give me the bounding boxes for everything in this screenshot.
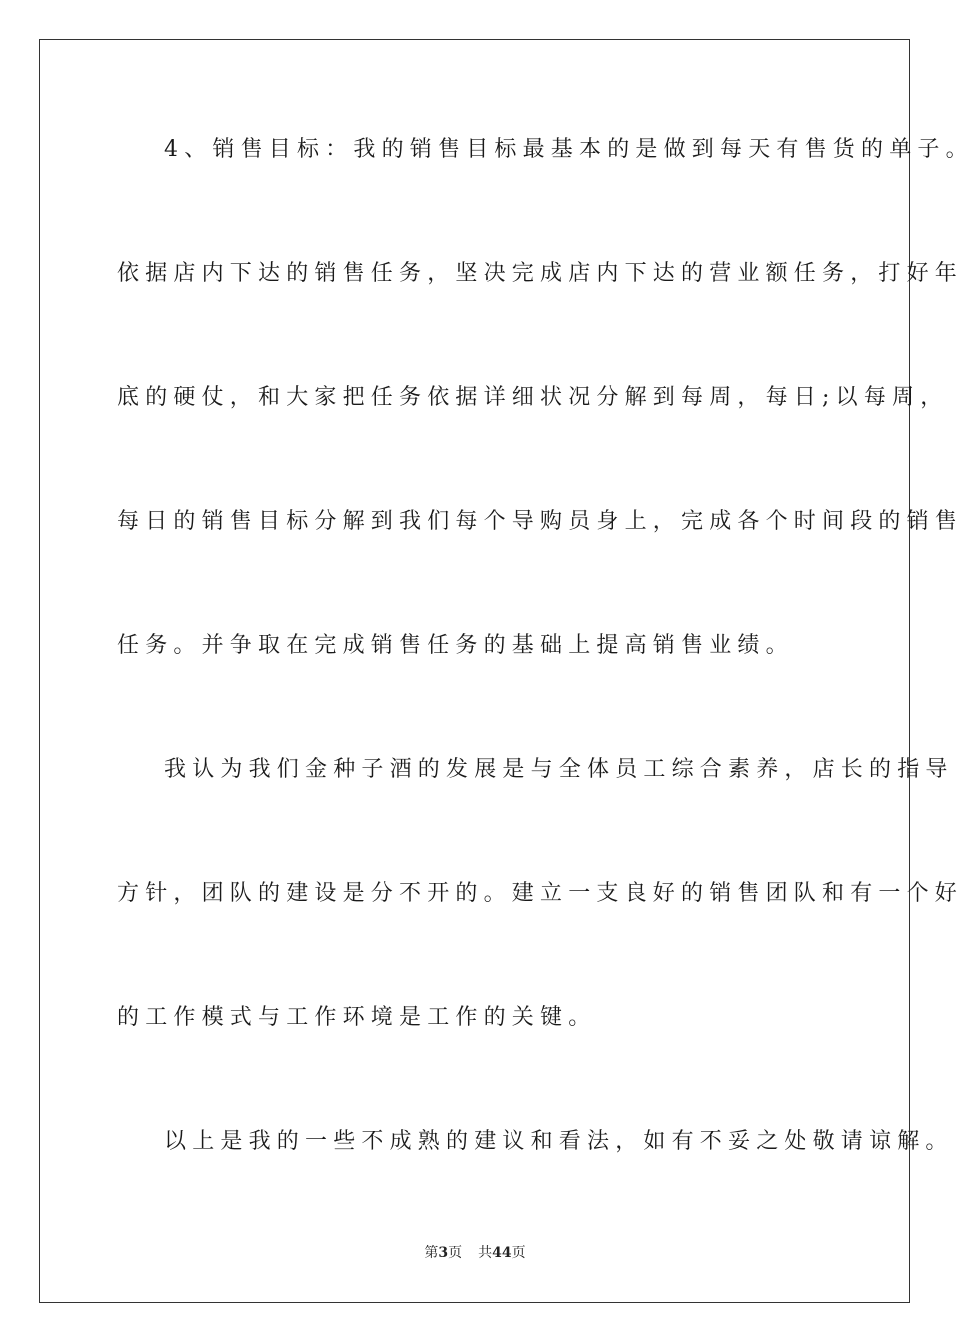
total-suffix: 页 — [511, 1245, 526, 1261]
page-frame — [39, 39, 974, 1303]
page-number: 3 — [438, 1245, 449, 1261]
paragraph-line: 4、销售目标：我的销售目标最基本的是做到每天有售货的单子。 — [164, 137, 974, 162]
page-footer — [0, 1243, 950, 1263]
paragraph-line: 的工作模式与工作环境是工作的关键。 — [117, 1005, 597, 1030]
total-pages: 44 — [492, 1245, 512, 1261]
page-suffix: 页 — [448, 1245, 463, 1261]
total-prefix: 共 — [478, 1245, 493, 1261]
paragraph-line: 任务。并争取在完成销售任务的基础上提高销售业绩。 — [117, 633, 794, 658]
paragraph-line: 依据店内下达的销售任务，坚决完成店内下达的营业额任务，打好年 — [117, 261, 964, 286]
paragraph-line: 底的硬仗，和大家把任务依据详细状况分解到每周，每日;以每周， — [117, 385, 949, 410]
paragraph-line: 方针，团队的建设是分不开的。建立一支良好的销售团队和有一个好 — [117, 881, 964, 906]
paragraph-line: 我认为我们金种子酒的发展是与全体员工综合素养，店长的指导 — [164, 757, 954, 782]
page-prefix: 第 — [424, 1245, 439, 1261]
paragraph-line: 以上是我的一些不成熟的建议和看法，如有不妥之处敬请谅解。 — [164, 1129, 954, 1154]
paragraph-line: 每日的销售目标分解到我们每个导购员身上，完成各个时间段的销售 — [117, 509, 964, 534]
